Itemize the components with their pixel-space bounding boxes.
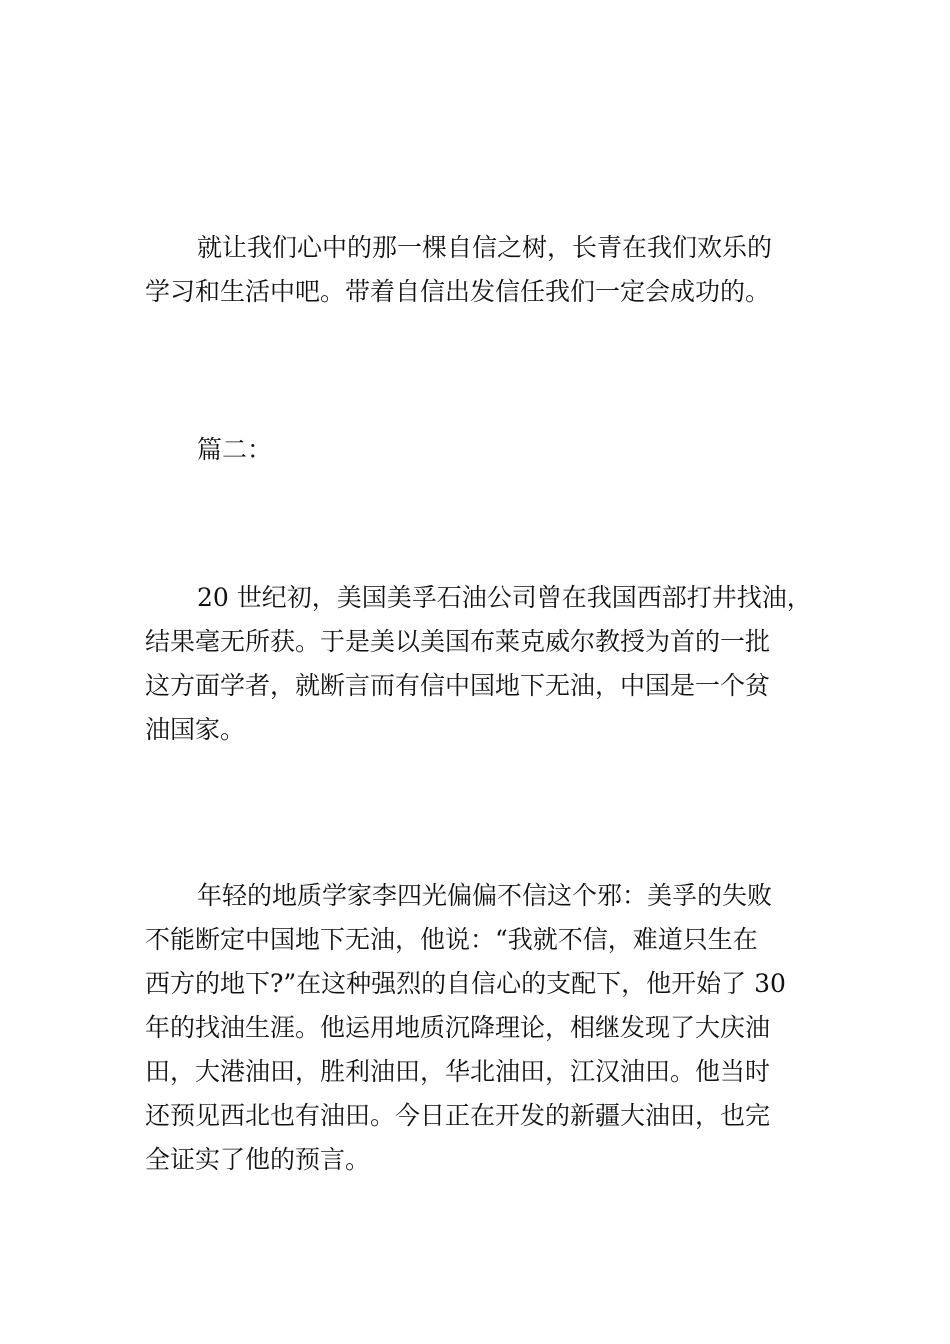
text-line: 还预见西北也有油田。今日正在开发的新疆大油田，也完 [145,1101,771,1130]
text-line: 年轻的地质学家李四光偏偏不信这个邪：美孚的失败 [197,881,773,910]
text-line: 年的找油生涯。他运用地质沉降理论，相继发现了大庆油 [145,1013,771,1042]
text-line: 油国家。 [145,715,246,744]
text-line: 全证实了他的预言。 [145,1145,371,1174]
text-line: 结果毫无所获。于是美以美国布莱克威尔教授为首的一批 [145,627,771,656]
text-line: 不能断定中国地下无油，他说：“我就不信，难道只生在 [145,925,758,954]
paragraph-li-siguang [145,874,810,1182]
section-heading-text: 篇二： [197,435,273,464]
section-heading [145,428,810,472]
paragraph-confidence-tree [145,226,810,314]
text-line: 就让我们心中的那一棵自信之树，长青在我们欢乐的 [197,233,773,262]
text-line: 这方面学者，就断言而有信中国地下无油，中国是一个贫 [145,671,771,700]
paragraph-standard-oil [145,576,810,752]
text-line: 20 世纪初，美国美孚石油公司曾在我国西部打井找油， [197,583,812,612]
text-line: 西方的地下?”在这种强烈的自信心的支配下，他开始了 30 [145,969,786,998]
text-line: 田，大港油田，胜利油田，华北油田，江汉油田。他当时 [145,1057,771,1086]
text-line: 学习和生活中吧。带着自信出发信任我们一定会成功的。 [145,277,771,306]
